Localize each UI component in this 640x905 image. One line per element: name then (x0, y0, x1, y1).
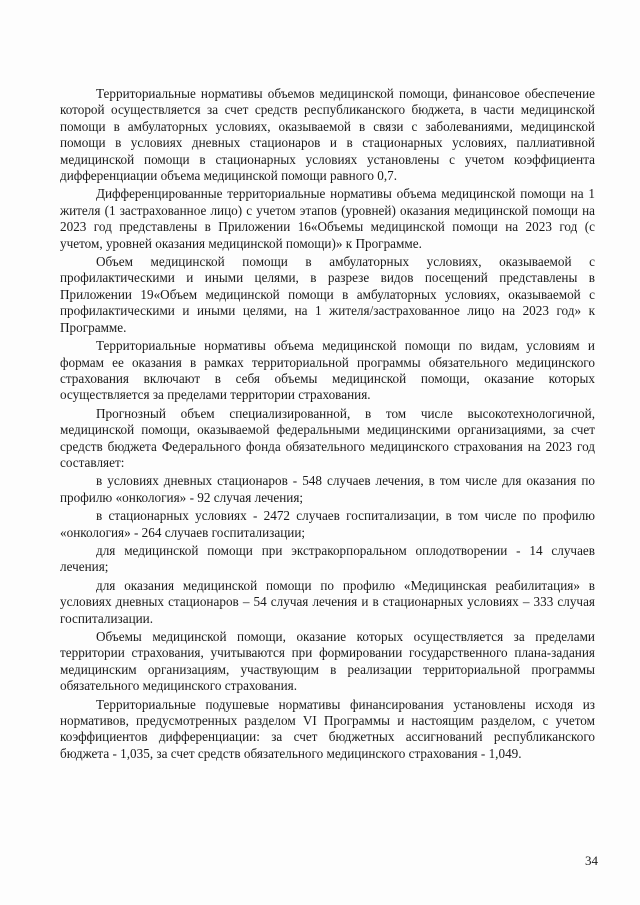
list-item: для оказания медицинской помощи по профилю «Медицинская реабилитация» в условиях дневных стационаров – 54 случая лечения и в стационарных условиях – 333 случая госпитализации. (60, 577, 595, 626)
paragraph: Территориальные нормативы объемов медицинской помощи, финансовое обеспечение которой осуществляется за счет средств республиканского бюджета, в части медицинской помощи в амбулаторных условиях, оказываемой в связи с заболеваниями, медицинской помощи в условиях дневных стационаров и в стационарных условиях, паллиативной медицинской помощи в стационарных условиях установлены с учетом коэффициента дифференциации объема медицинской помощи равного 0,7. (60, 86, 595, 184)
page-number: 34 (585, 853, 598, 868)
list-item: в стационарных условиях - 2472 случаев госпитализации, в том числе по профилю «онкология» - 264 случаев госпитализации; (60, 508, 595, 540)
paragraph: Объемы медицинской помощи, оказание которых осуществляется за пределами территории страхования, учитываются при формировании государственного плана-задания медицинским организациям, участвующим в реализации территориальной программы обязательного медицинского страхования. (60, 629, 595, 694)
document-body (60, 86, 595, 762)
paragraph: Дифференцированные территориальные нормативы объема медицинской помощи на 1 жителя (1 застрахованное лицо) с учетом этапов (уровней) оказания медицинской помощи на 2023 год представлены в Приложении 16«Объемы медицинской помощи на 2023 год (с учетом, уровней оказания медицинской помощи)» к Программе. (60, 186, 595, 251)
paragraph: Прогнозный объем специализированной, в том числе высокотехнологичной, медицинской помощи, оказываемой федеральными медицинскими организациями, за счет средств бюджета Федерального фонда обязательного медицинского страхования на 2023 год составляет: (60, 405, 595, 470)
paragraph: Объем медицинской помощи в амбулаторных условиях, оказываемой с профилактическими и иными целями, в разрезе видов посещений представлены в Приложении 19«Объем медицинской помощи в амбулаторных условиях, оказываемой с профилактическими и иными целями, на 1 жителя/застрахованное лицо на 2023 год» к Программе. (60, 254, 595, 335)
paragraph: Территориальные нормативы объема медицинской помощи по видам, условиям и формам ее оказания в рамках территориальной программы обязательного медицинского страхования включают в себя объемы медицинской помощи, оказание которых осуществляется за пределами территории страхования. (60, 338, 595, 403)
list-item: для медицинской помощи при экстракорпоральном оплодотворении - 14 случаев лечения; (60, 542, 595, 575)
paragraph: Территориальные подушевые нормативы финансирования установлены исходя из нормативов, предусмотренных разделом VI Программы и настоящим разделом, с учетом коэффициентов дифференциации: за счет бюджетных ассигнований республиканского бюджета - 1,035, за счет средств обязательного медицинского страхования - 1,049. (60, 696, 595, 761)
list-item: в условиях дневных стационаров - 548 случаев лечения, в том числе для оказания по профилю «онкология» - 92 случая лечения; (60, 473, 595, 505)
